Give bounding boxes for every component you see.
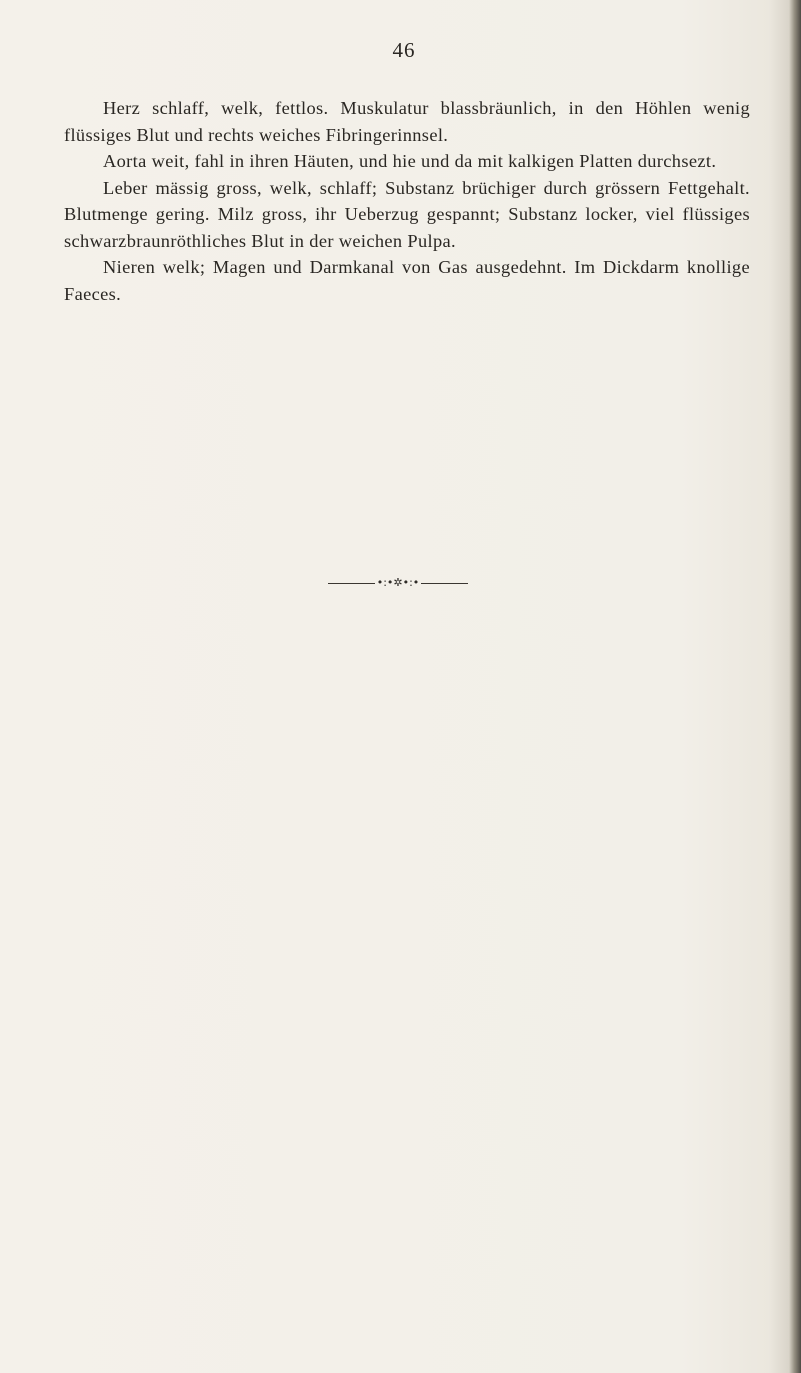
book-spine-shadow [789,0,801,1373]
divider-line-left [328,583,375,584]
section-divider [328,577,468,589]
page-number: 46 [392,38,416,62]
paragraph-liver-spleen: Leber mässig gross, welk, schlaff; Substanz brüchiger durch grössern Fettgehalt. Blutmenge gering. Milz gross, ihr Ueberzug gespannt; Substanz locker, viel flüssiges schwarzbraunröthliches Blut in der weichen Pulpa. [64,177,750,251]
divider-line-right [421,583,468,584]
body-text [64,95,750,307]
paragraph-heart: Herz schlaff, welk, fettlos. Muskulatur blassbräunlich, in den Höhlen wenig flüssiges Blut und rechts weiches Fibringerinnsel. [64,98,750,145]
divider-ornament-icon: •:•✲•:• [376,576,420,589]
paragraph-aorta: Aorta weit, fahl in ihren Häuten, und hie und da mit kalkigen Platten durchsezt. [103,151,717,171]
paragraph-kidneys: Nieren welk; Magen und Darmkanal von Gas ausgedehnt. Im Dickdarm knollige Faeces. [64,257,750,304]
